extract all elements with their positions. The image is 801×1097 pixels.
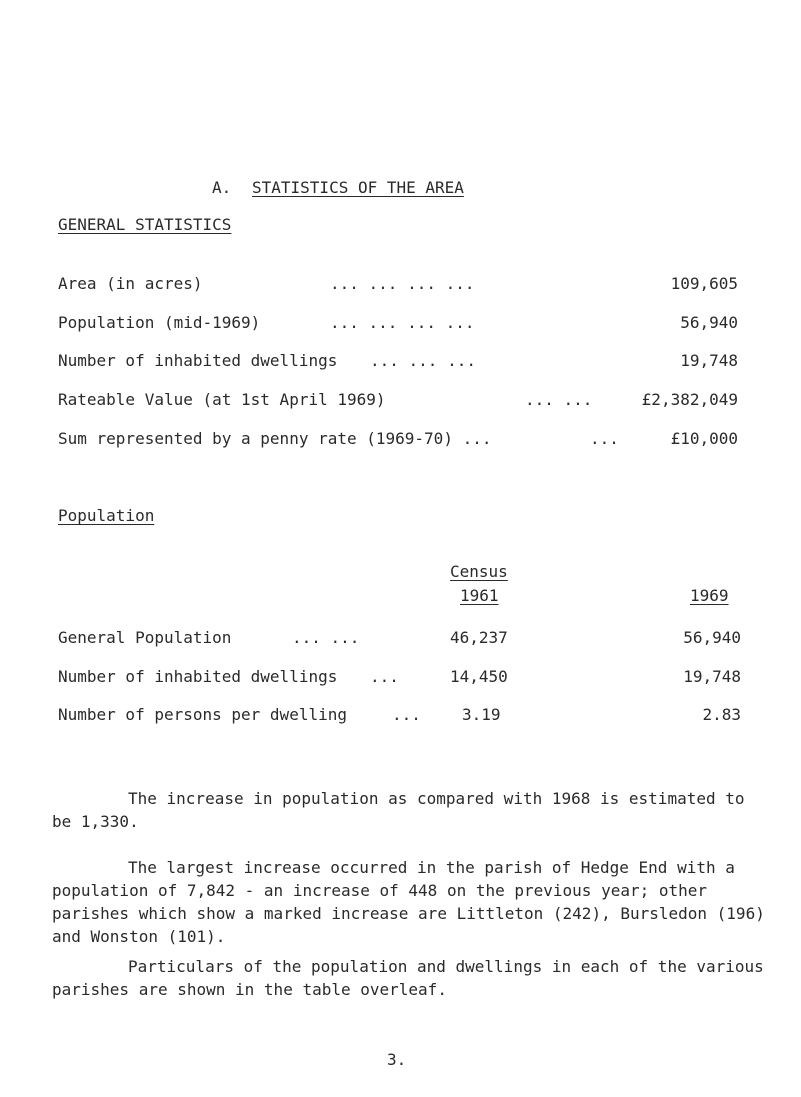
value-1961: 3.19 <box>462 705 501 724</box>
stat-value: 56,940 <box>680 313 738 332</box>
population-label: General Population <box>58 628 232 647</box>
population-heading: Population <box>58 506 155 525</box>
population-leaders: ... <box>392 705 421 724</box>
stat-leaders: ... ... ... ... <box>330 274 475 293</box>
stat-leaders: ... ... ... ... <box>330 313 475 332</box>
general-statistics-heading: GENERAL STATISTICS <box>58 215 232 234</box>
paragraph: Particulars of the population and dwellings in each of the various parishes are shown in the table overleaf. <box>52 957 764 999</box>
stat-label: Area (in acres) <box>58 274 203 293</box>
stat-label: Rateable Value (at 1st April 1969) <box>58 390 386 409</box>
stat-label: Population (mid-1969) <box>58 313 261 332</box>
stat-value: 19,748 <box>680 351 738 370</box>
value-1961: 14,450 <box>450 667 508 686</box>
paragraph: The largest increase occurred in the parish of Hedge End with a population of 7,842 - an increase of 448 on the previous year; other parishes which show a marked increase are Littleton (242), Bursledon (196) and Wonston (101). <box>52 858 765 946</box>
page-number: 3. <box>387 1050 407 1069</box>
stat-value: 109,605 <box>670 274 738 293</box>
value-1961: 46,237 <box>450 628 508 647</box>
paragraph: The increase in population as compared with 1968 is estimated to be 1,330. <box>52 789 745 831</box>
value-1969: 56,940 <box>683 628 741 647</box>
stat-value: £2,382,049 <box>641 390 738 409</box>
population-label: Number of inhabited dwellings <box>58 667 338 686</box>
stat-label: Sum represented by a penny rate (1969-70) ... <box>58 429 492 448</box>
stat-leaders: ... <box>590 429 619 448</box>
population-leaders: ... <box>370 667 399 686</box>
population-leaders: ... ... <box>292 628 360 647</box>
section-letter: A. <box>212 178 232 197</box>
value-1969: 2.83 <box>702 705 741 724</box>
section-title: STATISTICS OF THE AREA <box>252 178 464 197</box>
column-header-1961: 1961 <box>460 586 499 605</box>
column-header-1969: 1969 <box>690 586 729 605</box>
stat-label: Number of inhabited dwellings <box>58 351 338 370</box>
population-label: Number of persons per dwelling <box>58 705 347 724</box>
census-header: Census <box>450 562 508 581</box>
value-1969: 19,748 <box>683 667 741 686</box>
stat-leaders: ... ... <box>525 390 593 409</box>
stat-leaders: ... ... ... <box>370 351 476 370</box>
stat-value: £10,000 <box>670 429 738 448</box>
